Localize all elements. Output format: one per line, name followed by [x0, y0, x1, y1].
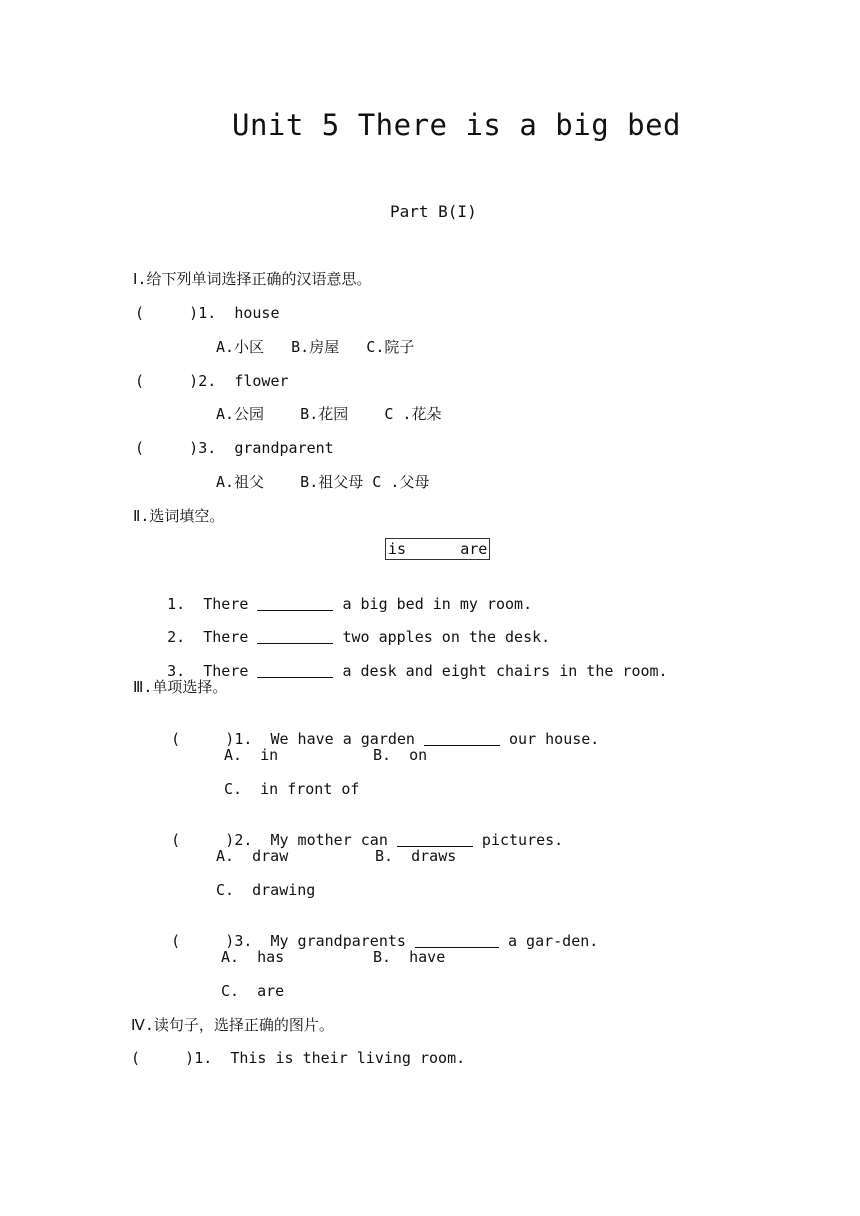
- worksheet-subtitle: Part B(I): [390, 202, 477, 221]
- mc-q2-option-b: B. draws: [375, 847, 457, 865]
- answer-blank[interactable]: [415, 933, 499, 948]
- fill-sentence-2-before: 2. There: [167, 628, 258, 646]
- mc-q3-option-a: A. has: [221, 948, 285, 966]
- mc-q3-option-c: C. are: [221, 982, 285, 1000]
- mc-q3-before: ( )3. My grandparents: [171, 932, 415, 950]
- section4-heading: Ⅳ.读句子，选择正确的图片。: [131, 1016, 334, 1034]
- mc-q3-after: a gar-den.: [498, 932, 599, 950]
- mc-q3-stem: [135, 914, 598, 968]
- fill-sentence-3-before: 3. There: [167, 662, 258, 680]
- section1-q2-options: A.公园 B.花园 C .花朵: [216, 405, 442, 423]
- word-box: is are: [385, 538, 490, 560]
- worksheet-title: Unit 5 There is a big bed: [232, 108, 681, 142]
- section1-q1-options: A.小区 B.房屋 C.院子: [216, 338, 415, 356]
- mc-q2-stem: [135, 813, 563, 867]
- mc-q2-before: ( )2. My mother can: [171, 831, 397, 849]
- section1-q1-stem: ( )1. house: [135, 304, 280, 322]
- mc-q1-option-a: A. in: [224, 746, 279, 764]
- section1-heading: Ⅰ.给下列单词选择正确的汉语意思。: [133, 270, 372, 288]
- mc-q1-option-c: C. in front of: [224, 780, 360, 798]
- answer-blank[interactable]: [257, 596, 333, 611]
- section4-q1-stem: ( )1. This is their living room.: [131, 1049, 466, 1067]
- mc-q3-option-b: B. have: [373, 948, 446, 966]
- answer-blank[interactable]: [397, 832, 473, 847]
- answer-blank[interactable]: [257, 663, 333, 678]
- section3-heading: Ⅲ.单项选择。: [133, 678, 228, 696]
- fill-sentence-1-after: a big bed in my room.: [333, 595, 533, 613]
- fill-sentence-3-after: a desk and eight chairs in the room.: [333, 662, 668, 680]
- mc-q2-after: pictures.: [472, 831, 564, 849]
- mc-q1-before: ( )1. We have a garden: [171, 730, 424, 748]
- mc-q1-stem: [135, 712, 599, 766]
- mc-q1-option-b: B. on: [373, 746, 428, 764]
- mc-q1-after: our house.: [500, 730, 600, 748]
- mc-q2-option-a: A. draw: [216, 847, 289, 865]
- answer-blank[interactable]: [424, 731, 500, 746]
- mc-q2-option-c: C. drawing: [216, 881, 316, 899]
- fill-sentence-2-after: two apples on the desk.: [333, 628, 551, 646]
- answer-blank[interactable]: [257, 629, 333, 644]
- section1-q2-stem: ( )2. flower: [135, 372, 289, 390]
- section2-heading: Ⅱ.选词填空。: [133, 507, 225, 525]
- section1-q3-options: A.祖父 B.祖父母 C .父母: [216, 473, 430, 491]
- fill-sentence-1-before: 1. There: [167, 595, 258, 613]
- section1-q3-stem: ( )3. grandparent: [135, 439, 334, 457]
